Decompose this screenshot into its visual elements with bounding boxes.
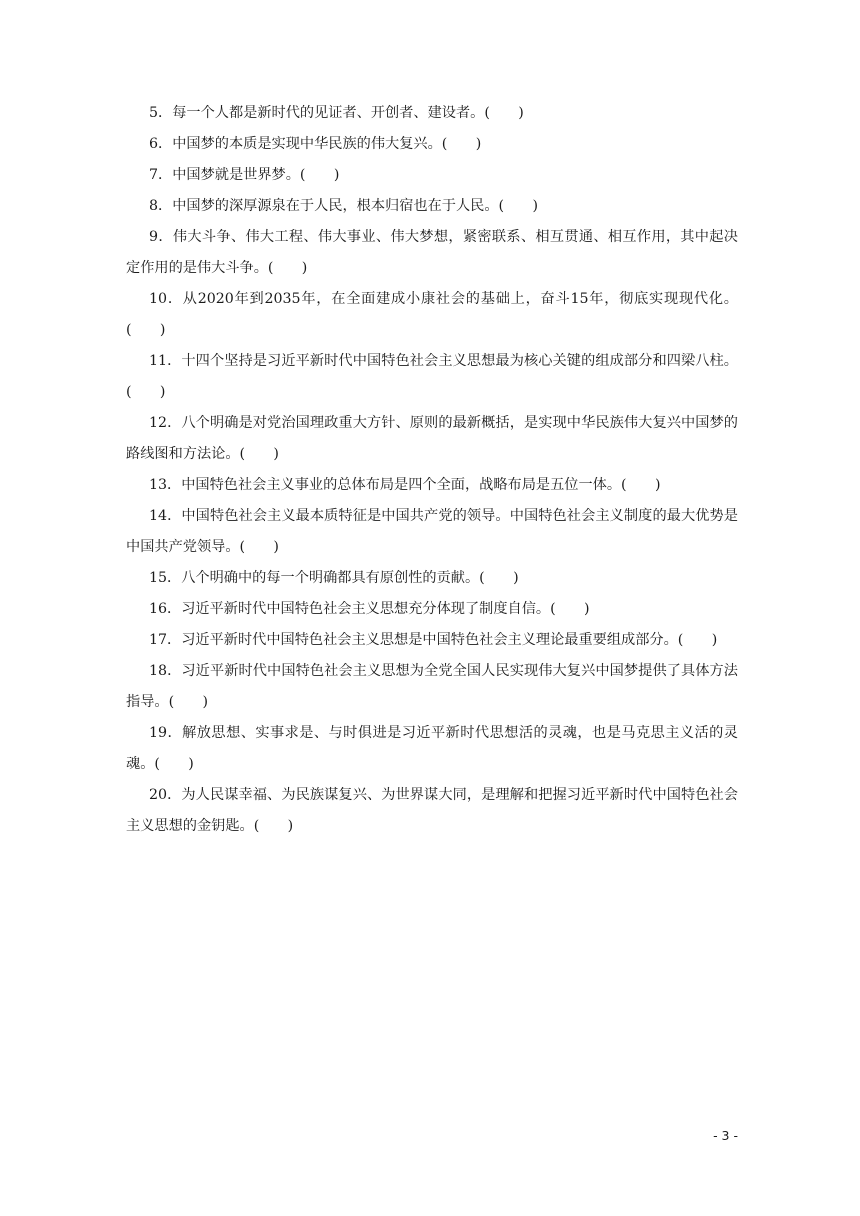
question-item-11: 11．十四个坚持是习近平新时代中国特色社会主义思想最为核心关键的组成部分和四梁八柱。( ) xyxy=(126,353,738,400)
question-item-17: 17．习近平新时代中国特色社会主义思想是中国特色社会主义理论最重要组成部分。( ) xyxy=(149,632,718,648)
question-item-6: 6．中国梦的本质是实现中华民族的伟大复兴。( ) xyxy=(149,136,482,152)
question-item-14: 14．中国特色社会主义最本质特征是中国共产党的领导。中国特色社会主义制度的最大优势是中国共产党领导。( ) xyxy=(126,508,738,555)
question-item-12: 12．八个明确是对党治国理政重大方针、原则的最新概括，是实现中华民族伟大复兴中国梦的路线图和方法论。( ) xyxy=(126,415,738,462)
question-item-18: 18．习近平新时代中国特色社会主义思想为全党全国人民实现伟大复兴中国梦提供了具体方法指导。( ) xyxy=(126,663,738,710)
question-item-16: 16．习近平新时代中国特色社会主义思想充分体现了制度自信。( ) xyxy=(149,601,590,617)
question-item-8: 8．中国梦的深厚源泉在于人民，根本归宿也在于人民。( ) xyxy=(149,198,538,214)
question-item-7: 7．中国梦就是世界梦。( ) xyxy=(149,167,340,183)
question-item-9: 9．伟大斗争、伟大工程、伟大事业、伟大梦想，紧密联系、相互贯通、相互作用，其中起决定作用的是伟大斗争。( ) xyxy=(126,229,738,276)
question-list xyxy=(126,98,738,842)
page-number: - 3 - xyxy=(713,1128,738,1143)
question-item-10: 10．从2020年到2035年，在全面建成小康社会的基础上，奋斗15年，彻底实现现代化。( ) xyxy=(126,291,738,338)
question-item-19: 19．解放思想、实事求是、与时俱进是习近平新时代思想活的灵魂，也是马克思主义活的灵魂。( ) xyxy=(126,725,738,772)
question-item-13: 13．中国特色社会主义事业的总体布局是四个全面，战略布局是五位一体。( ) xyxy=(149,477,661,493)
question-item-5: 5．每一个人都是新时代的见证者、开创者、建设者。( ) xyxy=(149,105,524,121)
question-item-20: 20．为人民谋幸福、为民族谋复兴、为世界谋大同，是理解和把握习近平新时代中国特色社会主义思想的金钥匙。( ) xyxy=(126,787,738,834)
question-item-15: 15．八个明确中的每一个明确都具有原创性的贡献。( ) xyxy=(149,570,519,586)
